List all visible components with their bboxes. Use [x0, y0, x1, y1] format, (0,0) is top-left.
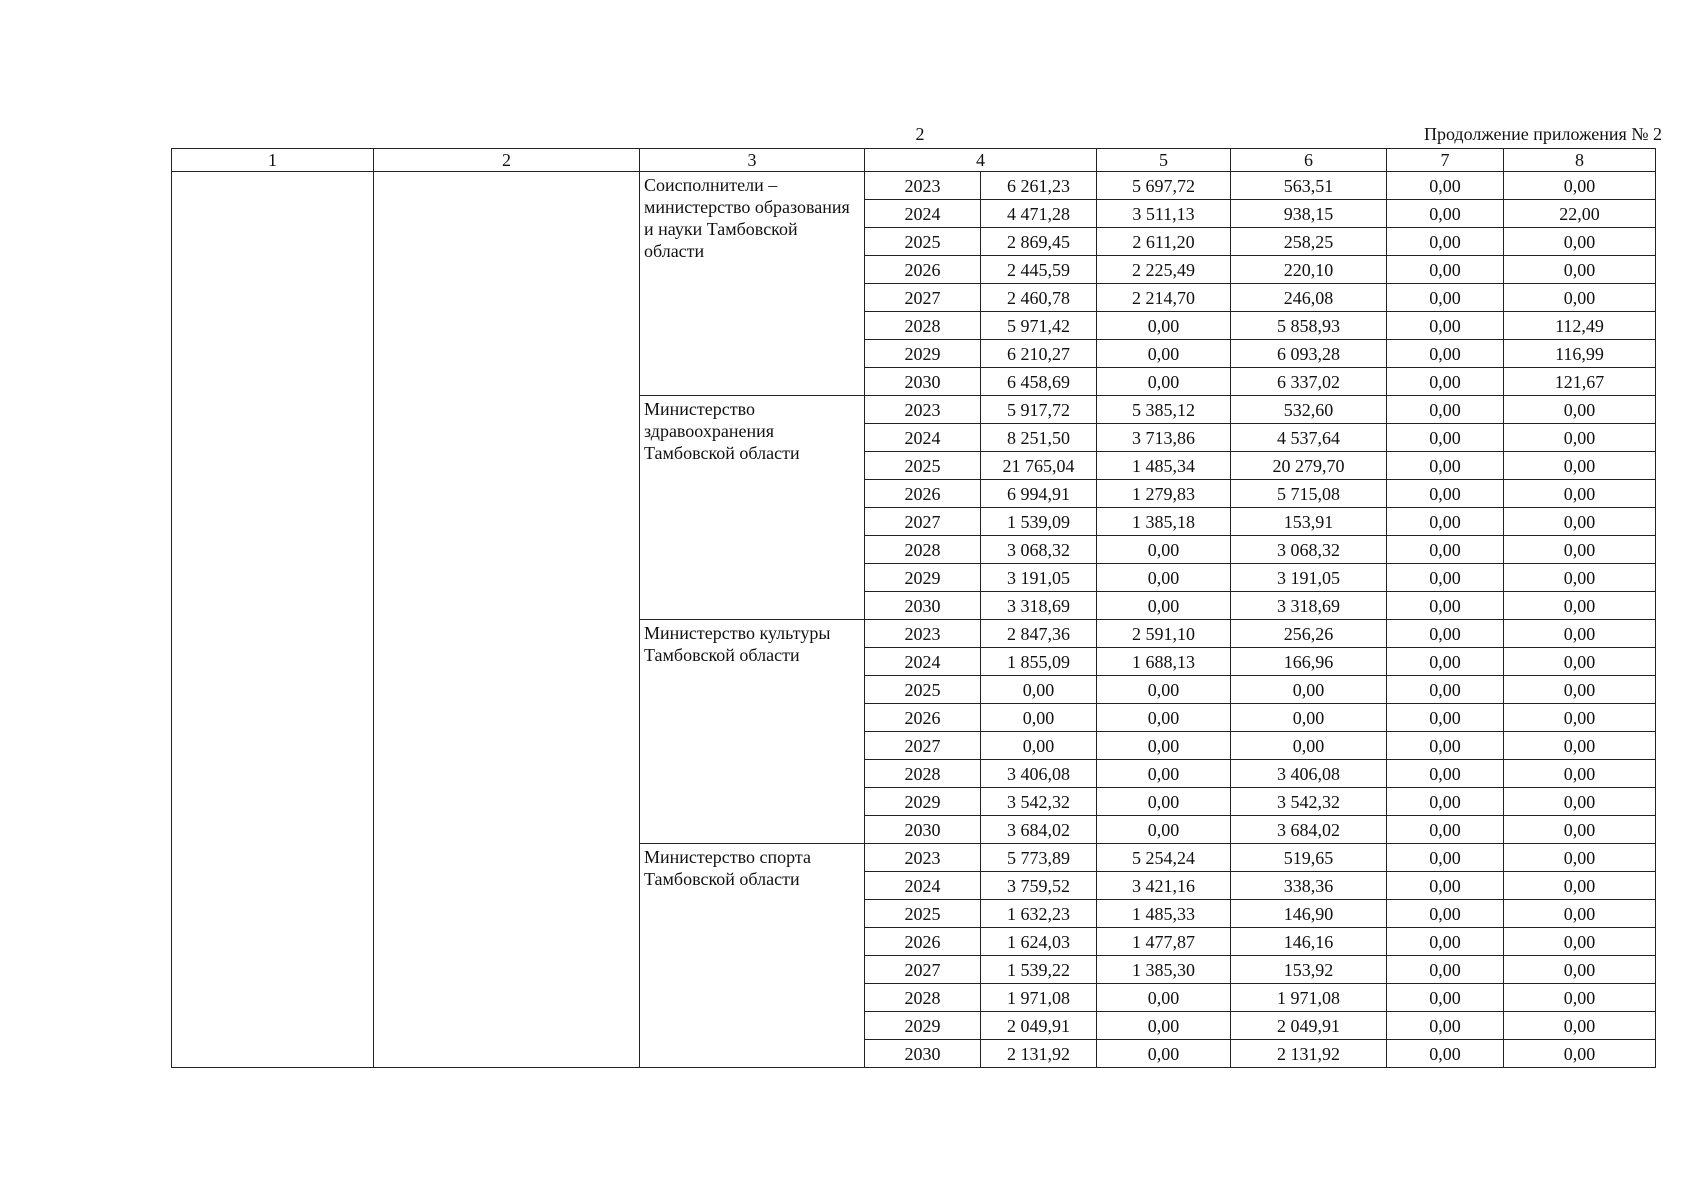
- col7-cell: 0,00: [1387, 900, 1504, 928]
- col5-cell: 1 385,18: [1097, 508, 1231, 536]
- col8-cell: 0,00: [1504, 424, 1656, 452]
- year-cell: 2027: [865, 732, 981, 760]
- col6-cell: 3 406,08: [1231, 760, 1387, 788]
- col8-cell: 0,00: [1504, 676, 1656, 704]
- col5-cell: 3 511,13: [1097, 200, 1231, 228]
- col5-cell: 0,00: [1097, 760, 1231, 788]
- col8-cell: 0,00: [1504, 172, 1656, 200]
- col8-cell: 0,00: [1504, 396, 1656, 424]
- col7-cell: 0,00: [1387, 480, 1504, 508]
- col5-cell: 2 611,20: [1097, 228, 1231, 256]
- col7-cell: 0,00: [1387, 844, 1504, 872]
- col5-cell: 5 254,24: [1097, 844, 1231, 872]
- col8-cell: 0,00: [1504, 536, 1656, 564]
- total-cell: 6 994,91: [981, 480, 1097, 508]
- year-cell: 2029: [865, 788, 981, 816]
- col5-cell: 1 279,83: [1097, 480, 1231, 508]
- col6-cell: 3 542,32: [1231, 788, 1387, 816]
- column-number-row: [172, 149, 1656, 172]
- col7-cell: 0,00: [1387, 340, 1504, 368]
- col8-cell: 0,00: [1504, 452, 1656, 480]
- year-cell: 2024: [865, 200, 981, 228]
- col6-cell: 0,00: [1231, 676, 1387, 704]
- col5-cell: 0,00: [1097, 704, 1231, 732]
- col7-cell: 0,00: [1387, 872, 1504, 900]
- col7-cell: 0,00: [1387, 928, 1504, 956]
- total-cell: 1 539,22: [981, 956, 1097, 984]
- total-cell: 1 539,09: [981, 508, 1097, 536]
- table-body: [172, 172, 1656, 1068]
- col6-cell: 5 715,08: [1231, 480, 1387, 508]
- col8-cell: 0,00: [1504, 928, 1656, 956]
- col5-cell: 1 477,87: [1097, 928, 1231, 956]
- year-cell: 2029: [865, 564, 981, 592]
- continuation-label: Продолжение приложения № 2: [1423, 124, 1662, 144]
- total-cell: 8 251,50: [981, 424, 1097, 452]
- col5-cell: 0,00: [1097, 312, 1231, 340]
- col6-cell: 2 131,92: [1231, 1040, 1387, 1068]
- col5-cell: 0,00: [1097, 788, 1231, 816]
- total-cell: 5 773,89: [981, 844, 1097, 872]
- col8-cell: 0,00: [1504, 984, 1656, 1012]
- col6-cell: 4 537,64: [1231, 424, 1387, 452]
- year-cell: 2024: [865, 424, 981, 452]
- col5-cell: 1 485,34: [1097, 452, 1231, 480]
- year-cell: 2024: [865, 648, 981, 676]
- total-cell: 2 460,78: [981, 284, 1097, 312]
- total-cell: 3 542,32: [981, 788, 1097, 816]
- col5-cell: 3 421,16: [1097, 872, 1231, 900]
- col8-cell: 0,00: [1504, 508, 1656, 536]
- year-cell: 2027: [865, 508, 981, 536]
- year-cell: 2030: [865, 368, 981, 396]
- total-cell: 2 869,45: [981, 228, 1097, 256]
- col-header-2: 2: [374, 149, 640, 172]
- executor-name: Министерство культуры Тамбовской области: [640, 620, 865, 844]
- executor-name: Министерство спорта Тамбовской области: [640, 844, 865, 1068]
- col-header-5: 5: [1097, 149, 1231, 172]
- col6-cell: 3 191,05: [1231, 564, 1387, 592]
- col5-cell: 0,00: [1097, 340, 1231, 368]
- col7-cell: 0,00: [1387, 312, 1504, 340]
- total-cell: 6 210,27: [981, 340, 1097, 368]
- col8-cell: 112,49: [1504, 312, 1656, 340]
- total-cell: 6 261,23: [981, 172, 1097, 200]
- col7-cell: 0,00: [1387, 648, 1504, 676]
- col7-cell: 0,00: [1387, 732, 1504, 760]
- col6-cell: 532,60: [1231, 396, 1387, 424]
- col7-cell: 0,00: [1387, 284, 1504, 312]
- col6-cell: 258,25: [1231, 228, 1387, 256]
- col5-cell: 0,00: [1097, 536, 1231, 564]
- year-cell: 2024: [865, 872, 981, 900]
- total-cell: 21 765,04: [981, 452, 1097, 480]
- col6-cell: 256,26: [1231, 620, 1387, 648]
- col8-cell: 0,00: [1504, 480, 1656, 508]
- year-cell: 2025: [865, 676, 981, 704]
- year-cell: 2028: [865, 760, 981, 788]
- total-cell: 3 318,69: [981, 592, 1097, 620]
- col8-cell: 0,00: [1504, 256, 1656, 284]
- col7-cell: 0,00: [1387, 956, 1504, 984]
- col7-cell: 0,00: [1387, 788, 1504, 816]
- col7-cell: 0,00: [1387, 592, 1504, 620]
- col5-cell: 0,00: [1097, 732, 1231, 760]
- col7-cell: 0,00: [1387, 256, 1504, 284]
- year-cell: 2023: [865, 396, 981, 424]
- col5-cell: 0,00: [1097, 816, 1231, 844]
- table-row: [172, 172, 1656, 200]
- total-cell: 6 458,69: [981, 368, 1097, 396]
- year-cell: 2027: [865, 284, 981, 312]
- col5-cell: 1 385,30: [1097, 956, 1231, 984]
- col6-cell: 153,91: [1231, 508, 1387, 536]
- col6-cell: 3 684,02: [1231, 816, 1387, 844]
- total-cell: 3 406,08: [981, 760, 1097, 788]
- col5-cell: 2 591,10: [1097, 620, 1231, 648]
- year-cell: 2023: [865, 172, 981, 200]
- col6-cell: 146,16: [1231, 928, 1387, 956]
- col6-cell: 6 093,28: [1231, 340, 1387, 368]
- year-cell: 2023: [865, 620, 981, 648]
- col6-cell: 220,10: [1231, 256, 1387, 284]
- col8-cell: 0,00: [1504, 900, 1656, 928]
- col-header-3: 3: [640, 149, 865, 172]
- col5-cell: 0,00: [1097, 1012, 1231, 1040]
- col5-cell: 2 214,70: [1097, 284, 1231, 312]
- col7-cell: 0,00: [1387, 508, 1504, 536]
- col8-cell: 0,00: [1504, 956, 1656, 984]
- col6-cell: 2 049,91: [1231, 1012, 1387, 1040]
- col6-cell: 20 279,70: [1231, 452, 1387, 480]
- col5-cell: 0,00: [1097, 564, 1231, 592]
- year-cell: 2026: [865, 704, 981, 732]
- total-cell: 2 131,92: [981, 1040, 1097, 1068]
- col8-cell: 0,00: [1504, 284, 1656, 312]
- col8-cell: 0,00: [1504, 620, 1656, 648]
- total-cell: 5 917,72: [981, 396, 1097, 424]
- total-cell: 5 971,42: [981, 312, 1097, 340]
- col8-cell: 0,00: [1504, 844, 1656, 872]
- col7-cell: 0,00: [1387, 452, 1504, 480]
- col8-cell: 0,00: [1504, 1040, 1656, 1068]
- col6-cell: 519,65: [1231, 844, 1387, 872]
- col7-cell: 0,00: [1387, 172, 1504, 200]
- col6-cell: 153,92: [1231, 956, 1387, 984]
- col6-cell: 146,90: [1231, 900, 1387, 928]
- col-header-1: 1: [172, 149, 374, 172]
- col8-cell: 0,00: [1504, 872, 1656, 900]
- total-cell: 3 684,02: [981, 816, 1097, 844]
- year-cell: 2025: [865, 900, 981, 928]
- year-cell: 2030: [865, 1040, 981, 1068]
- total-cell: 4 471,28: [981, 200, 1097, 228]
- year-cell: 2029: [865, 1012, 981, 1040]
- col7-cell: 0,00: [1387, 200, 1504, 228]
- total-cell: 3 191,05: [981, 564, 1097, 592]
- col7-cell: 0,00: [1387, 620, 1504, 648]
- total-cell: 1 632,23: [981, 900, 1097, 928]
- col8-cell: 0,00: [1504, 1012, 1656, 1040]
- col5-cell: 1 688,13: [1097, 648, 1231, 676]
- year-cell: 2030: [865, 816, 981, 844]
- col7-cell: 0,00: [1387, 704, 1504, 732]
- col6-cell: 1 971,08: [1231, 984, 1387, 1012]
- total-cell: 0,00: [981, 676, 1097, 704]
- page-number: 2: [915, 124, 925, 144]
- col-header-6: 6: [1231, 149, 1387, 172]
- col7-cell: 0,00: [1387, 984, 1504, 1012]
- col-header-8: 8: [1504, 149, 1656, 172]
- year-cell: 2023: [865, 844, 981, 872]
- col7-cell: 0,00: [1387, 228, 1504, 256]
- col8-cell: 0,00: [1504, 788, 1656, 816]
- col8-cell: 0,00: [1504, 704, 1656, 732]
- total-cell: 1 624,03: [981, 928, 1097, 956]
- total-cell: 2 847,36: [981, 620, 1097, 648]
- col5-cell: 5 697,72: [1097, 172, 1231, 200]
- col6-cell: 246,08: [1231, 284, 1387, 312]
- col7-cell: 0,00: [1387, 676, 1504, 704]
- col7-cell: 0,00: [1387, 816, 1504, 844]
- col8-cell: 0,00: [1504, 732, 1656, 760]
- col8-cell: 0,00: [1504, 648, 1656, 676]
- col7-cell: 0,00: [1387, 536, 1504, 564]
- year-cell: 2027: [865, 956, 981, 984]
- col7-cell: 0,00: [1387, 1012, 1504, 1040]
- col2-blank: [374, 172, 640, 1068]
- total-cell: 2 445,59: [981, 256, 1097, 284]
- col8-cell: 22,00: [1504, 200, 1656, 228]
- col7-cell: 0,00: [1387, 368, 1504, 396]
- col7-cell: 0,00: [1387, 1040, 1504, 1068]
- col6-cell: 3 068,32: [1231, 536, 1387, 564]
- total-cell: 0,00: [981, 704, 1097, 732]
- col-header-4: 4: [865, 149, 1097, 172]
- year-cell: 2029: [865, 340, 981, 368]
- col5-cell: 0,00: [1097, 1040, 1231, 1068]
- col6-cell: 5 858,93: [1231, 312, 1387, 340]
- year-cell: 2025: [865, 452, 981, 480]
- executor-name: Соисполнители – министерство образования и науки Тамбовской области: [640, 172, 865, 396]
- total-cell: 1 971,08: [981, 984, 1097, 1012]
- col7-cell: 0,00: [1387, 396, 1504, 424]
- col8-cell: 121,67: [1504, 368, 1656, 396]
- col5-cell: 2 225,49: [1097, 256, 1231, 284]
- col6-cell: 6 337,02: [1231, 368, 1387, 396]
- col5-cell: 0,00: [1097, 984, 1231, 1012]
- col8-cell: 116,99: [1504, 340, 1656, 368]
- col5-cell: 1 485,33: [1097, 900, 1231, 928]
- executor-name: Министерство здравоохранения Тамбовской области: [640, 396, 865, 620]
- col5-cell: 0,00: [1097, 368, 1231, 396]
- col7-cell: 0,00: [1387, 564, 1504, 592]
- col6-cell: 0,00: [1231, 732, 1387, 760]
- col6-cell: 938,15: [1231, 200, 1387, 228]
- col6-cell: 0,00: [1231, 704, 1387, 732]
- year-cell: 2030: [865, 592, 981, 620]
- col5-cell: 0,00: [1097, 676, 1231, 704]
- col1-blank: [172, 172, 374, 1068]
- budget-table: [171, 148, 1656, 1068]
- total-cell: 2 049,91: [981, 1012, 1097, 1040]
- col5-cell: 3 713,86: [1097, 424, 1231, 452]
- year-cell: 2028: [865, 536, 981, 564]
- total-cell: 1 855,09: [981, 648, 1097, 676]
- col8-cell: 0,00: [1504, 564, 1656, 592]
- col-header-7: 7: [1387, 149, 1504, 172]
- col6-cell: 563,51: [1231, 172, 1387, 200]
- col8-cell: 0,00: [1504, 760, 1656, 788]
- col8-cell: 0,00: [1504, 228, 1656, 256]
- col7-cell: 0,00: [1387, 424, 1504, 452]
- year-cell: 2026: [865, 256, 981, 284]
- col6-cell: 338,36: [1231, 872, 1387, 900]
- year-cell: 2028: [865, 312, 981, 340]
- col5-cell: 5 385,12: [1097, 396, 1231, 424]
- col6-cell: 3 318,69: [1231, 592, 1387, 620]
- year-cell: 2028: [865, 984, 981, 1012]
- col5-cell: 0,00: [1097, 592, 1231, 620]
- col6-cell: 166,96: [1231, 648, 1387, 676]
- col7-cell: 0,00: [1387, 760, 1504, 788]
- total-cell: 0,00: [981, 732, 1097, 760]
- total-cell: 3 759,52: [981, 872, 1097, 900]
- year-cell: 2025: [865, 228, 981, 256]
- col8-cell: 0,00: [1504, 816, 1656, 844]
- year-cell: 2026: [865, 480, 981, 508]
- col8-cell: 0,00: [1504, 592, 1656, 620]
- year-cell: 2026: [865, 928, 981, 956]
- total-cell: 3 068,32: [981, 536, 1097, 564]
